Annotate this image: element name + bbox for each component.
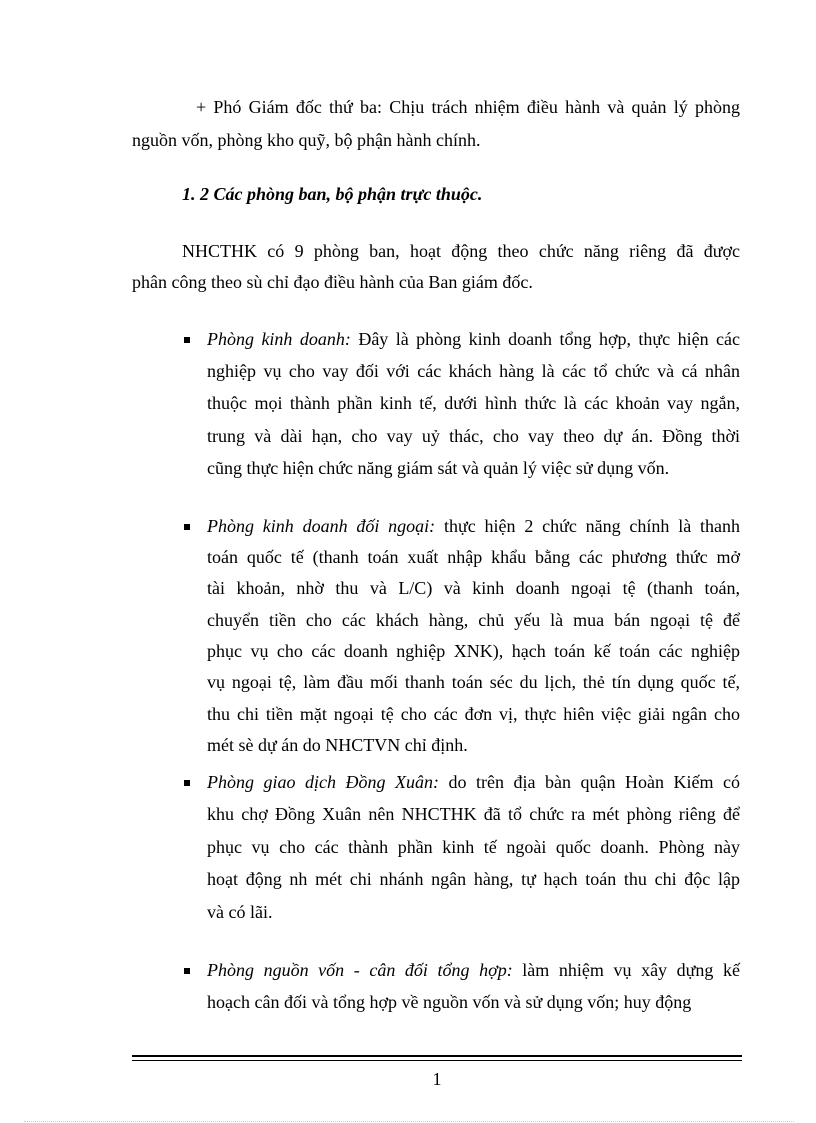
- intro-line: nguồn vốn, phòng kho quỹ, bộ phận hành chính.: [132, 130, 481, 150]
- bullet-icon: [184, 524, 190, 530]
- list-item-line: mét sè dự án do NHCTVN chỉ định.: [207, 735, 468, 755]
- list-item-line: trung và dài hạn, cho vay uỷ thác, cho vay theo dự án. Đồng thời: [207, 426, 740, 446]
- item-title: Phòng nguồn vốn - cân đối tổng hợp:: [207, 960, 513, 980]
- list-item-line: chuyển tiền cho các khách hàng, chủ yếu là mua bán ngoại tệ để: [207, 610, 740, 630]
- footer-rule: [132, 1060, 742, 1061]
- intro-line: + Phó Giám đốc thứ ba: Chịu trách nhiệm điều hành và quản lý phòng: [196, 97, 740, 117]
- item-title: Phòng giao dịch Đồng Xuân:: [207, 772, 440, 792]
- list-item-line: và có lãi.: [207, 902, 273, 922]
- list-item-line: [207, 769, 740, 795]
- list-item-line: hoạch cân đối và tổng hợp về nguồn vốn và sử dụng vốn; huy động: [207, 992, 692, 1012]
- list-item-line: tài khoản, nhờ thu và L/C) và kinh doanh ngoại tệ (thanh toán,: [207, 578, 740, 598]
- list-item-line: [207, 957, 740, 983]
- list-item-line: thu chi tiền mặt ngoại tệ cho các đơn vị, thực hiên việc giải ngân cho: [207, 704, 740, 724]
- heading-text: 1. 2 Các phòng ban, bộ phận trực thuộc.: [182, 184, 483, 204]
- page-number: 1: [432, 1069, 442, 1089]
- list-item-line: thuộc mọi thành phần kinh tế, dưới hình thức là các khoản vay ngắn,: [207, 393, 740, 413]
- list-item-line: [207, 513, 740, 539]
- para-line: NHCTHK có 9 phòng ban, hoạt động theo chức năng riêng đã được: [182, 241, 740, 261]
- list-item-line: cũng thực hiện chức năng giám sát và quản lý việc sử dụng vốn.: [207, 458, 670, 478]
- list-item-line: phục vụ cho các thành phần kinh tế ngoài quốc doanh. Phòng này: [207, 837, 740, 857]
- list-item-line: nghiệp vụ cho vay đối với các khách hàng là các tổ chức và cá nhân: [207, 361, 740, 381]
- item-title: Phòng kinh doanh đối ngoại:: [207, 516, 436, 536]
- item-text: Đây là phòng kinh doanh tổng hợp, thực hiện các: [350, 329, 740, 349]
- bullet-icon: [184, 968, 190, 974]
- list-item-line: hoạt động nh mét chi nhánh ngân hàng, tự hạch toán thu chi độc lập: [207, 869, 740, 889]
- list-item-line: phục vụ cho các doanh nghiệp XNK), hạch toán kế toán các nghiệp: [207, 641, 740, 661]
- list-item-line: khu chợ Đồng Xuân nên NHCTHK đã tổ chức ra mét phòng riêng để: [207, 804, 740, 824]
- bullet-icon: [184, 780, 190, 786]
- item-text: làm nhiệm vụ xây dựng kế: [512, 960, 740, 980]
- para-line: phân công theo sù chỉ đạo điều hành của Ban giám đốc.: [132, 272, 533, 292]
- item-title: Phòng kinh doanh:: [207, 329, 351, 349]
- list-item-line: vụ ngoại tệ, làm đầu mối thanh toán séc du lịch, thẻ tín dụng quốc tế,: [207, 672, 740, 692]
- bullet-icon: [184, 337, 190, 343]
- page-edge-divider: [24, 1121, 794, 1122]
- list-item-line: toán quốc tế (thanh toán xuất nhập khẩu bằng các phương thức mở: [207, 547, 740, 567]
- list-item-line: [207, 326, 740, 352]
- item-text: do trên địa bàn quận Hoàn Kiếm có: [439, 772, 740, 792]
- item-text: thực hiện 2 chức năng chính là thanh: [435, 516, 741, 536]
- footer-rule: [132, 1055, 742, 1057]
